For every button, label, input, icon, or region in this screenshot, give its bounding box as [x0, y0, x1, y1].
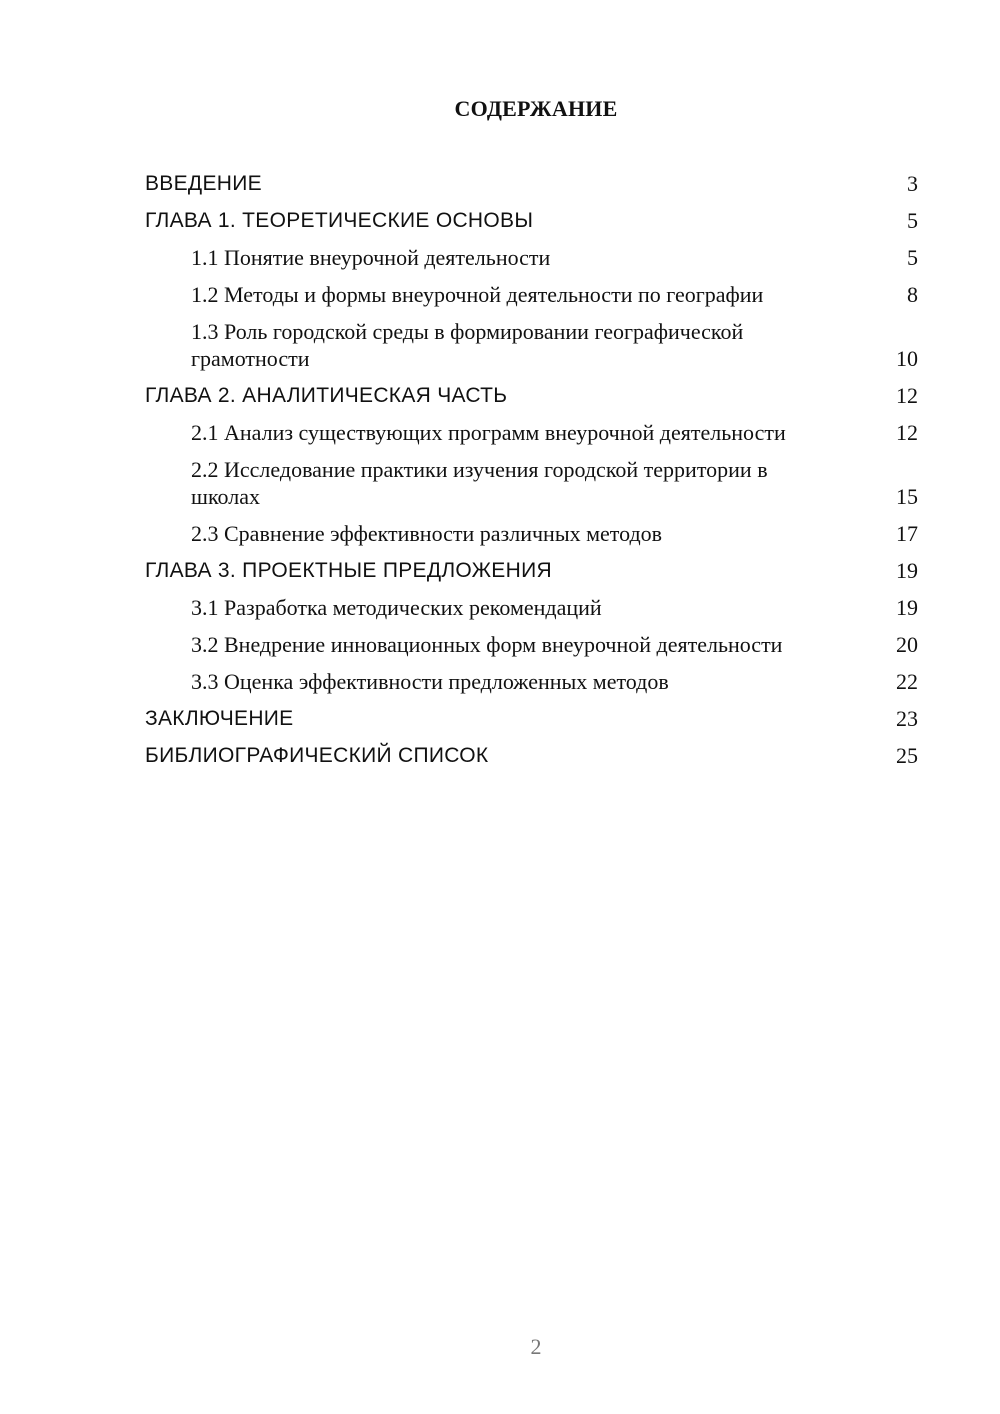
toc-entry-page: 17	[896, 521, 918, 546]
toc-entry-page: 8	[907, 282, 918, 307]
toc-entry-page: 19	[896, 595, 918, 620]
toc-entry-label: ГЛАВА 2. АНАЛИТИЧЕСКАЯ ЧАСТЬ	[145, 384, 508, 407]
toc-entry-section-1-1	[145, 244, 918, 271]
toc-entry-label: 2.3 Сравнение эффективности различных методов	[191, 521, 663, 546]
toc-entry-label: 1.3 Роль городской среды в формировании географической грамотности	[191, 319, 744, 371]
toc-entry-label: 1.2 Методы и формы внеурочной деятельности по географии	[191, 282, 764, 307]
toc-entry-introduction	[145, 170, 918, 197]
toc-entry-chapter-1	[145, 207, 918, 234]
toc-entry-label: 1.1 Понятие внеурочной деятельности	[191, 245, 551, 270]
toc-entry-label: ЗАКЛЮЧЕНИЕ	[145, 707, 294, 730]
toc-entry-section-3-2	[145, 631, 918, 658]
toc-entry-section-2-1	[145, 419, 918, 446]
toc-entry-label: БИБЛИОГРАФИЧЕСКИЙ СПИСОК	[145, 744, 489, 767]
toc-entry-page: 12	[896, 383, 918, 408]
toc-entry-label: 2.1 Анализ существующих программ внеурочной деятельности	[191, 420, 786, 445]
toc-entry-label: 3.1 Разработка методических рекомендаций	[191, 595, 602, 620]
toc-entry-page: 22	[896, 669, 918, 694]
toc-entry-section-1-2	[145, 281, 918, 308]
page-number: 2	[530, 1334, 542, 1359]
toc-entry-conclusion	[145, 705, 918, 732]
toc-entry-page: 12	[896, 420, 918, 445]
toc-entry-page: 20	[896, 632, 918, 657]
toc-entry-section-2-3	[145, 520, 918, 547]
toc-entry-section-2-2	[145, 456, 918, 510]
toc-entry-page: 19	[896, 558, 918, 583]
toc-entry-page: 3	[907, 171, 918, 196]
toc-entry-label: ВВЕДЕНИЕ	[145, 172, 262, 195]
toc-entry-bibliography	[145, 742, 918, 769]
table-of-contents	[145, 170, 918, 779]
toc-entry-page: 5	[907, 245, 918, 270]
toc-entry-label: 3.3 Оценка эффективности предложенных методов	[191, 669, 669, 694]
toc-entry-page: 15	[896, 484, 918, 509]
toc-entry-label: 2.2 Исследование практики изучения городской территории в школах	[191, 457, 768, 509]
toc-entry-section-1-3	[145, 318, 918, 372]
toc-entry-chapter-3	[145, 557, 918, 584]
toc-entry-chapter-2	[145, 382, 918, 409]
toc-entry-label: ГЛАВА 1. ТЕОРЕТИЧЕСКИЕ ОСНОВЫ	[145, 209, 534, 232]
toc-entry-section-3-1	[145, 594, 918, 621]
toc-entry-label: 3.2 Внедрение инновационных форм внеурочной деятельности	[191, 632, 783, 657]
page-title: СОДЕРЖАНИЕ	[454, 96, 618, 121]
toc-entry-label: ГЛАВА 3. ПРОЕКТНЫЕ ПРЕДЛОЖЕНИЯ	[145, 559, 552, 582]
toc-entry-page: 5	[907, 208, 918, 233]
toc-entry-page: 25	[896, 743, 918, 768]
toc-entry-page: 10	[896, 346, 918, 371]
toc-entry-page: 23	[896, 706, 918, 731]
toc-entry-section-3-3	[145, 668, 918, 695]
